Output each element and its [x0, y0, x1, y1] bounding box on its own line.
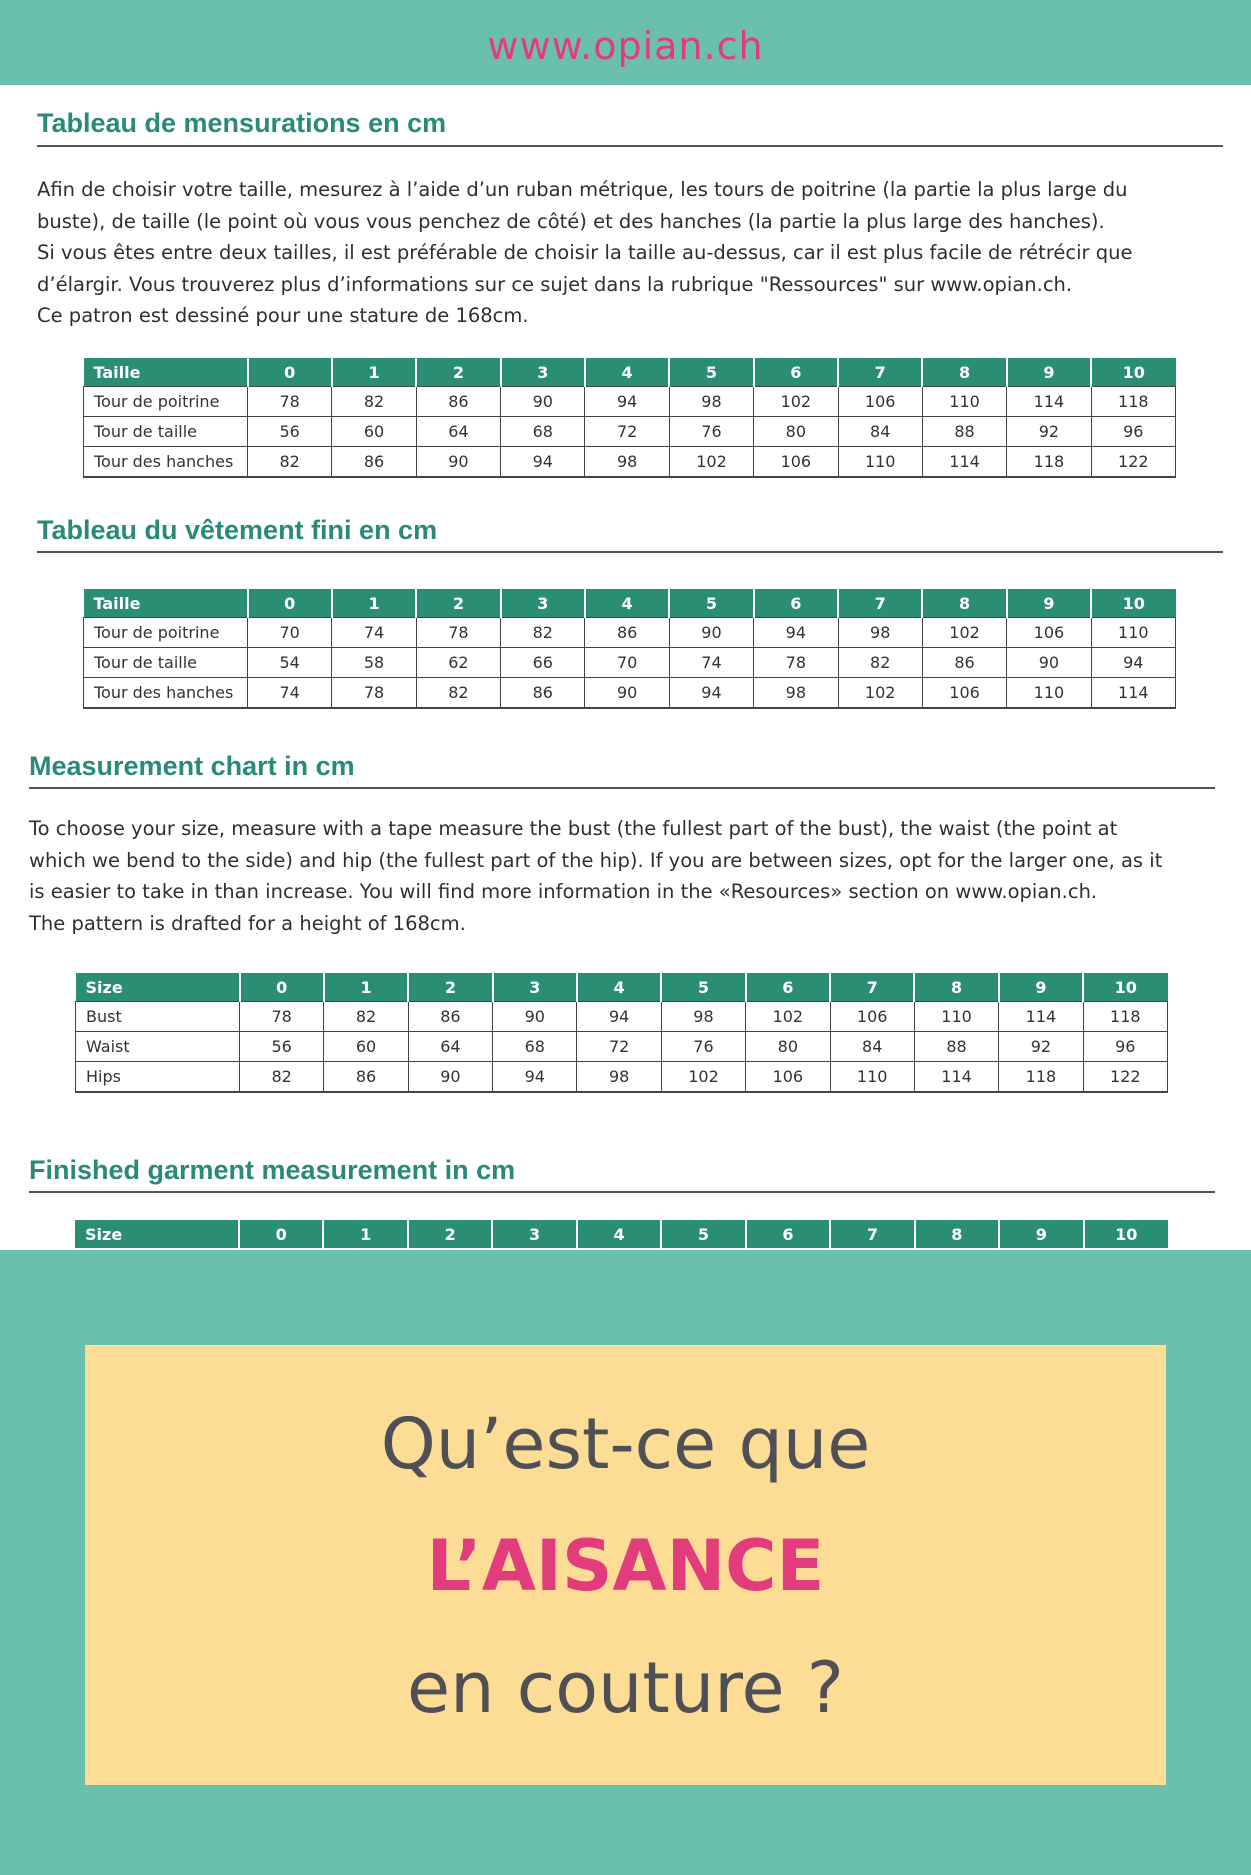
size-header-cell: 1: [332, 358, 416, 387]
value-cell: 102: [754, 387, 838, 417]
value-cell: 94: [585, 387, 669, 417]
value-cell: 90: [493, 1002, 577, 1032]
value-cell: 82: [501, 618, 585, 648]
value-cell: 64: [408, 1032, 492, 1062]
table-row: [84, 678, 1176, 709]
value-cell: 56: [248, 417, 332, 447]
value-cell: 98: [585, 447, 669, 478]
value-cell: 78: [754, 648, 838, 678]
size-header-cell: 1: [323, 1220, 407, 1248]
value-cell: 92: [1007, 417, 1091, 447]
value-cell: 84: [830, 1032, 914, 1062]
value-cell: 114: [999, 1002, 1083, 1032]
en-garment-rule: [29, 1191, 1215, 1193]
size-header-cell: 7: [830, 973, 914, 1002]
value-cell: 78: [416, 618, 500, 648]
paragraph-line: which we bend to the side) and hip (the fullest part of the hip). If you are between sizes, opt for the larger one, as it: [29, 848, 1163, 872]
size-header-cell: 5: [669, 358, 753, 387]
promo-line-keyword: L’AISANCE: [426, 1525, 825, 1607]
value-cell: 94: [669, 678, 753, 709]
value-cell: 68: [501, 417, 585, 447]
table-row: [76, 1032, 1168, 1062]
size-header-cell: 8: [922, 589, 1006, 618]
size-header-cell: 6: [754, 589, 838, 618]
fr-measure-title: Tableau de mensurations en cm: [37, 108, 447, 138]
size-header-cell: 5: [669, 589, 753, 618]
table-row: [84, 387, 1176, 417]
fr-garment-table: [83, 589, 1176, 709]
size-header-cell: 4: [585, 358, 669, 387]
value-cell: 118: [1007, 447, 1091, 478]
value-cell: 110: [1091, 618, 1175, 648]
size-header-cell: 0: [248, 358, 332, 387]
size-header-cell: 5: [661, 973, 745, 1002]
table-row: [76, 1002, 1168, 1032]
value-cell: 82: [838, 648, 922, 678]
value-cell: 90: [501, 387, 585, 417]
size-header-cell: 9: [999, 1220, 1083, 1248]
fr-measure-table: [83, 358, 1176, 478]
value-cell: 78: [248, 387, 332, 417]
table-header-row: [84, 589, 1176, 618]
row-label-cell: Tour de taille: [84, 417, 248, 447]
value-cell: 82: [332, 387, 416, 417]
size-header-cell: 3: [501, 358, 585, 387]
value-cell: 114: [914, 1062, 998, 1093]
header-label-cell: Size: [75, 1220, 239, 1248]
value-cell: 102: [746, 1002, 830, 1032]
en-measure-paragraph: [29, 813, 1215, 939]
value-cell: 82: [324, 1002, 408, 1032]
value-cell: 114: [922, 447, 1006, 478]
value-cell: 90: [408, 1062, 492, 1093]
fr-measure-paragraph: [37, 174, 1223, 332]
value-cell: 118: [1091, 387, 1175, 417]
value-cell: 90: [669, 618, 753, 648]
size-header-cell: 3: [493, 973, 577, 1002]
paragraph-line: Ce patron est dessiné pour une stature de 168cm.: [37, 304, 529, 327]
promo-line-question: Qu’est-ce que: [380, 1403, 871, 1485]
value-cell: 102: [922, 618, 1006, 648]
value-cell: 102: [838, 678, 922, 709]
size-header-cell: 2: [408, 1220, 492, 1248]
promo-line-topic: en couture ?: [407, 1647, 844, 1729]
value-cell: 88: [914, 1032, 998, 1062]
size-header-cell: 7: [838, 589, 922, 618]
size-header-cell: 10: [1091, 358, 1175, 387]
paragraph-line: Afin de choisir votre taille, mesurez à l’aide d’un ruban métrique, les tours de poitrine (la partie la plus large du: [37, 178, 1128, 201]
size-header-cell: 3: [492, 1220, 576, 1248]
value-cell: 58: [332, 648, 416, 678]
paragraph-line: The pattern is drafted for a height of 168cm.: [29, 911, 466, 935]
table-row: [76, 1062, 1168, 1093]
value-cell: 90: [1007, 648, 1091, 678]
value-cell: 56: [240, 1032, 324, 1062]
table-row: [84, 447, 1176, 478]
value-cell: 84: [838, 417, 922, 447]
fr-garment-title: Tableau du vêtement fini en cm: [37, 515, 438, 545]
value-cell: 102: [661, 1062, 745, 1093]
paragraph-line: buste), de taille (le point où vous vous penchez de côté) et des hanches (la partie la plus large des hanches).: [37, 209, 1105, 233]
value-cell: 68: [493, 1032, 577, 1062]
size-header-cell: 7: [838, 358, 922, 387]
size-header-cell: 4: [577, 1220, 661, 1248]
value-cell: 110: [922, 387, 1006, 417]
value-cell: 54: [248, 648, 332, 678]
value-cell: 60: [324, 1032, 408, 1062]
value-cell: 66: [501, 648, 585, 678]
size-header-cell: 6: [754, 358, 838, 387]
value-cell: 106: [746, 1062, 830, 1093]
value-cell: 98: [661, 1002, 745, 1032]
value-cell: 102: [669, 447, 753, 478]
value-cell: 72: [585, 417, 669, 447]
size-header-cell: 5: [661, 1220, 745, 1248]
value-cell: 106: [1007, 618, 1091, 648]
value-cell: 70: [585, 648, 669, 678]
value-cell: 80: [746, 1032, 830, 1062]
value-cell: 74: [669, 648, 753, 678]
value-cell: 106: [754, 447, 838, 478]
site-url: www.opian.ch: [487, 24, 764, 68]
value-cell: 64: [416, 417, 500, 447]
en-measure-table: [75, 973, 1168, 1093]
value-cell: 94: [1091, 648, 1175, 678]
size-header-cell: 8: [914, 973, 998, 1002]
value-cell: 70: [248, 618, 332, 648]
value-cell: 86: [332, 447, 416, 478]
value-cell: 114: [1007, 387, 1091, 417]
size-header-cell: 2: [416, 358, 500, 387]
size-header-cell: 6: [746, 1220, 830, 1248]
size-header-cell: 8: [915, 1220, 999, 1248]
value-cell: 90: [416, 447, 500, 478]
value-cell: 74: [248, 678, 332, 709]
paragraph-line: d’élargir. Vous trouverez plus d’informations sur ce sujet dans la rubrique "Ressources" sur www.opian.ch.: [37, 272, 1073, 296]
value-cell: 60: [332, 417, 416, 447]
value-cell: 80: [754, 417, 838, 447]
row-label-cell: Tour de taille: [84, 648, 248, 678]
value-cell: 96: [1091, 417, 1175, 447]
value-cell: 114: [1091, 678, 1175, 709]
size-header-cell: 0: [240, 973, 324, 1002]
value-cell: 86: [585, 618, 669, 648]
value-cell: 72: [577, 1032, 661, 1062]
fr-measure-rule: [37, 145, 1223, 147]
value-cell: 94: [577, 1002, 661, 1032]
row-label-cell: Tour de poitrine: [84, 618, 248, 648]
size-header-cell: 2: [416, 589, 500, 618]
value-cell: 62: [416, 648, 500, 678]
header-label-cell: Size: [76, 973, 240, 1002]
value-cell: 106: [922, 678, 1006, 709]
value-cell: 86: [501, 678, 585, 709]
table-header-row: [84, 358, 1176, 387]
en-measure-title: Measurement chart in cm: [29, 751, 355, 781]
row-label-cell: Waist: [76, 1032, 240, 1062]
paragraph-line: To choose your size, measure with a tape measure the bust (the fullest part of the bust), the waist (the point at: [29, 817, 1118, 840]
size-header-cell: 10: [1091, 589, 1175, 618]
value-cell: 110: [914, 1002, 998, 1032]
value-cell: 78: [332, 678, 416, 709]
en-measure-rule: [29, 787, 1215, 789]
row-label-cell: Bust: [76, 1002, 240, 1032]
value-cell: 98: [838, 618, 922, 648]
row-label-cell: Tour des hanches: [84, 678, 248, 709]
value-cell: 86: [408, 1002, 492, 1032]
size-header-cell: 4: [585, 589, 669, 618]
table-header-row: [76, 973, 1168, 1002]
value-cell: 94: [493, 1062, 577, 1093]
size-header-cell: 8: [922, 358, 1006, 387]
value-cell: 94: [754, 618, 838, 648]
paragraph-line: Si vous êtes entre deux tailles, il est préférable de choisir la taille au-dessus, car il est plus facile de rétrécir que: [37, 241, 1133, 264]
row-label-cell: Hips: [76, 1062, 240, 1093]
size-header-cell: 10: [1084, 1220, 1168, 1248]
value-cell: 106: [830, 1002, 914, 1032]
value-cell: 110: [838, 447, 922, 478]
value-cell: 82: [240, 1062, 324, 1093]
size-header-cell: 10: [1083, 973, 1167, 1002]
size-header-cell: 7: [830, 1220, 914, 1248]
value-cell: 76: [669, 417, 753, 447]
table-row: [84, 618, 1176, 648]
size-header-cell: 9: [1007, 358, 1091, 387]
value-cell: 122: [1083, 1062, 1167, 1093]
table-row: [84, 648, 1176, 678]
en-garment-title: Finished garment measurement in cm: [29, 1155, 516, 1185]
value-cell: 122: [1091, 447, 1175, 478]
en-garment-table: [75, 1220, 1168, 1248]
value-cell: 106: [838, 387, 922, 417]
fr-garment-rule: [37, 551, 1223, 553]
promo-card: [85, 1345, 1166, 1785]
value-cell: 86: [324, 1062, 408, 1093]
value-cell: 78: [240, 1002, 324, 1032]
value-cell: 98: [754, 678, 838, 709]
size-header-cell: 3: [501, 589, 585, 618]
value-cell: 92: [999, 1032, 1083, 1062]
value-cell: 94: [501, 447, 585, 478]
value-cell: 98: [577, 1062, 661, 1093]
size-header-cell: 9: [1007, 589, 1091, 618]
value-cell: 82: [248, 447, 332, 478]
table-row: [84, 417, 1176, 447]
header-label-cell: Taille: [84, 589, 248, 618]
value-cell: 98: [669, 387, 753, 417]
value-cell: 88: [922, 417, 1006, 447]
size-header-cell: 6: [746, 973, 830, 1002]
size-header-cell: 1: [332, 589, 416, 618]
value-cell: 74: [332, 618, 416, 648]
value-cell: 110: [830, 1062, 914, 1093]
value-cell: 118: [999, 1062, 1083, 1093]
row-label-cell: Tour de poitrine: [84, 387, 248, 417]
size-header-cell: 9: [999, 973, 1083, 1002]
size-header-cell: 0: [248, 589, 332, 618]
size-header-cell: 1: [324, 973, 408, 1002]
row-label-cell: Tour des hanches: [84, 447, 248, 478]
size-header-cell: 4: [577, 973, 661, 1002]
size-header-cell: 0: [239, 1220, 323, 1248]
value-cell: 110: [1007, 678, 1091, 709]
value-cell: 86: [416, 387, 500, 417]
table-header-row: [75, 1220, 1168, 1248]
value-cell: 96: [1083, 1032, 1167, 1062]
size-header-cell: 2: [408, 973, 492, 1002]
value-cell: 82: [416, 678, 500, 709]
header-label-cell: Taille: [84, 358, 248, 387]
value-cell: 90: [585, 678, 669, 709]
paragraph-line: is easier to take in than increase. You will find more information in the «Resources» section on www.opian.ch.: [29, 880, 1098, 903]
value-cell: 76: [661, 1032, 745, 1062]
value-cell: 118: [1083, 1002, 1167, 1032]
value-cell: 86: [922, 648, 1006, 678]
